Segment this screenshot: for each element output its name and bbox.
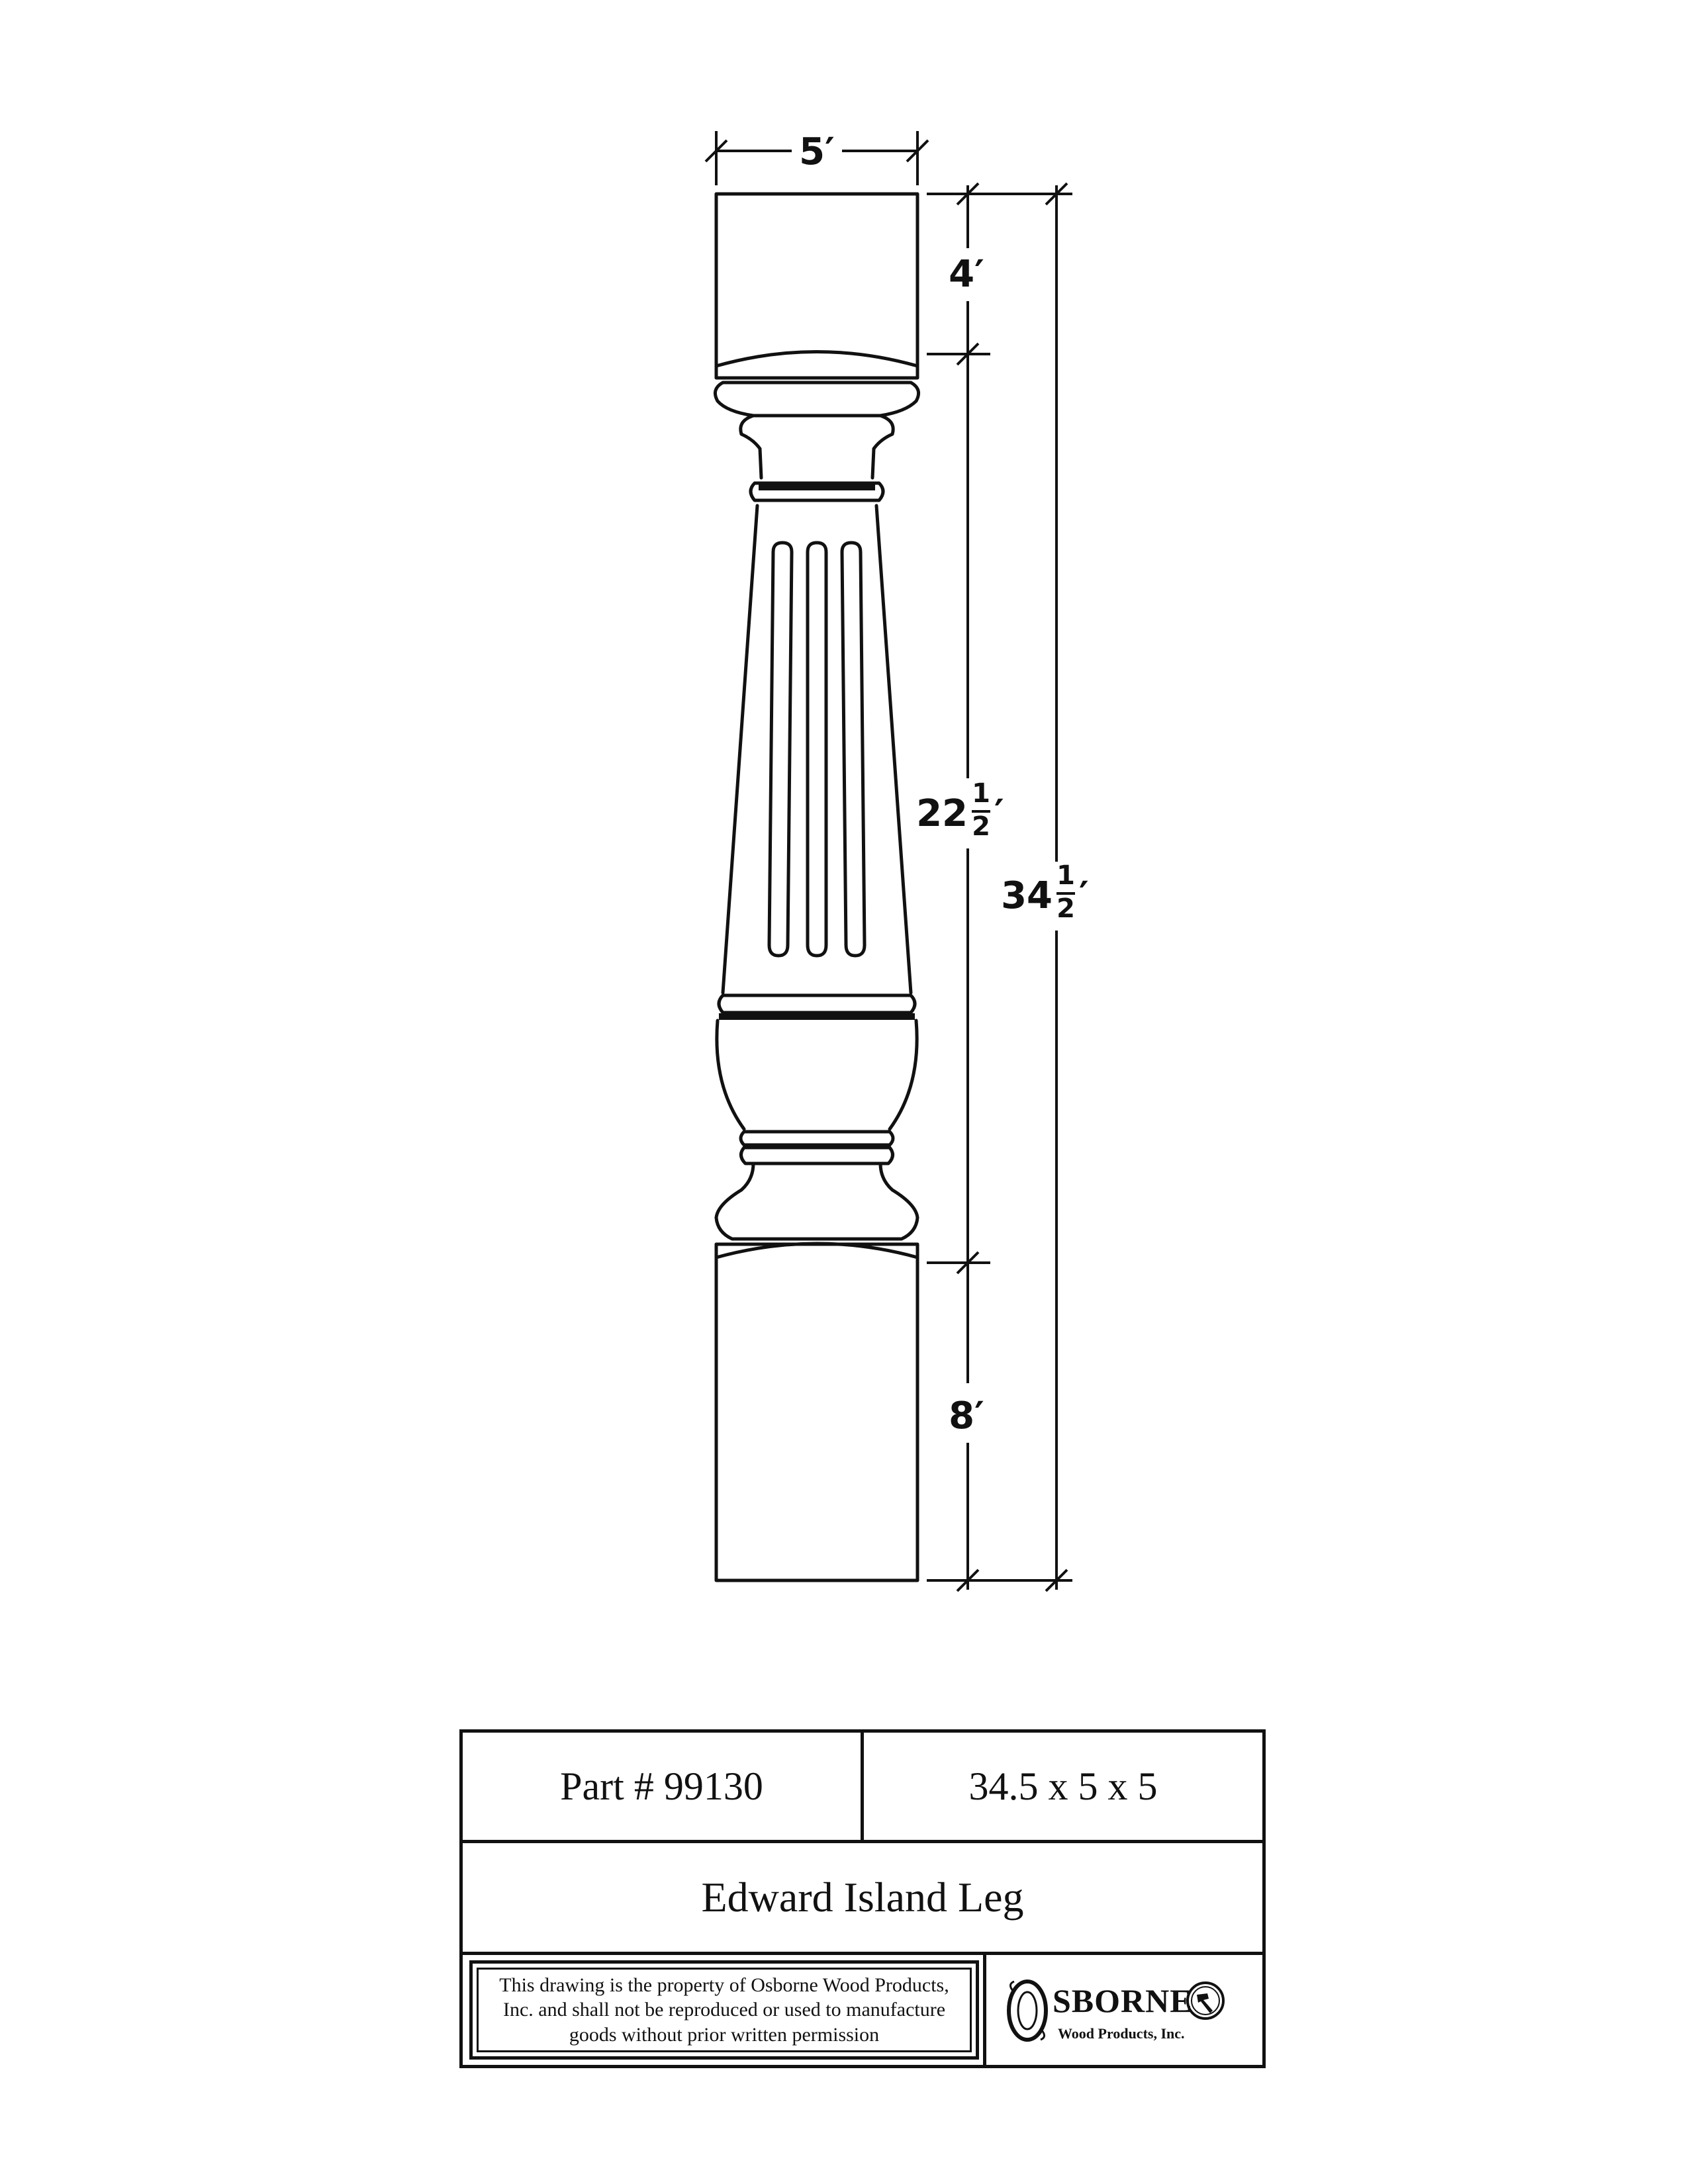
turning-length-whole: 22: [916, 792, 968, 835]
overall-length-whole: 34: [1001, 874, 1053, 917]
logo-ornate-o-icon: [1005, 1978, 1051, 2044]
part-size: 34.5 x 5 x 5: [968, 1764, 1158, 1808]
title-block: [459, 1729, 1266, 2068]
height-dimensions: [916, 183, 1089, 1591]
logo-hammer-seal-icon: [1185, 1980, 1226, 2021]
turning-length-label: [916, 778, 1004, 842]
title-block-footer-row: [463, 1955, 1262, 2065]
overall-length-numerator: 1: [1056, 860, 1075, 891]
width-dimension: [706, 130, 928, 185]
overall-length-unit: ′: [1079, 874, 1089, 917]
bottom-block: [716, 1244, 917, 1580]
turning-length-denominator: 2: [972, 811, 990, 842]
width-dimension-label: 5′: [799, 130, 835, 173]
overall-length-denominator: 2: [1056, 893, 1075, 924]
upper-ring: [751, 483, 883, 500]
turning-length-unit: ′: [994, 792, 1004, 835]
copyright-notice-box: [469, 1960, 979, 2060]
turning-length-numerator: 1: [972, 778, 990, 809]
logo-name: SBORNE: [1053, 1982, 1193, 2019]
lower-ring: [719, 995, 915, 1017]
logo-subtitle: Wood Products, Inc.: [1058, 2025, 1185, 2042]
top-block-height-label: 4′: [949, 253, 984, 296]
title-block-header-row: [463, 1733, 1262, 1843]
product-name: Edward Island Leg: [463, 1843, 1262, 1955]
overall-length-label: [1001, 860, 1089, 924]
vase-section: [716, 1021, 917, 1239]
bottom-block-height-label: 8′: [949, 1394, 984, 1437]
top-block: [716, 194, 917, 378]
fluted-shaft: [723, 506, 911, 993]
island-leg: [715, 194, 918, 1580]
part-number: Part # 99130: [463, 1733, 864, 1840]
osborne-logo: [1005, 1978, 1256, 2044]
upper-collar: [715, 383, 918, 478]
copyright-notice: This drawing is the property of Osborne Wood Products, Inc. and shall not be reproduced or used to manufacture goods without prior written permission: [477, 1968, 972, 2052]
company-logo: [983, 1955, 1262, 2065]
